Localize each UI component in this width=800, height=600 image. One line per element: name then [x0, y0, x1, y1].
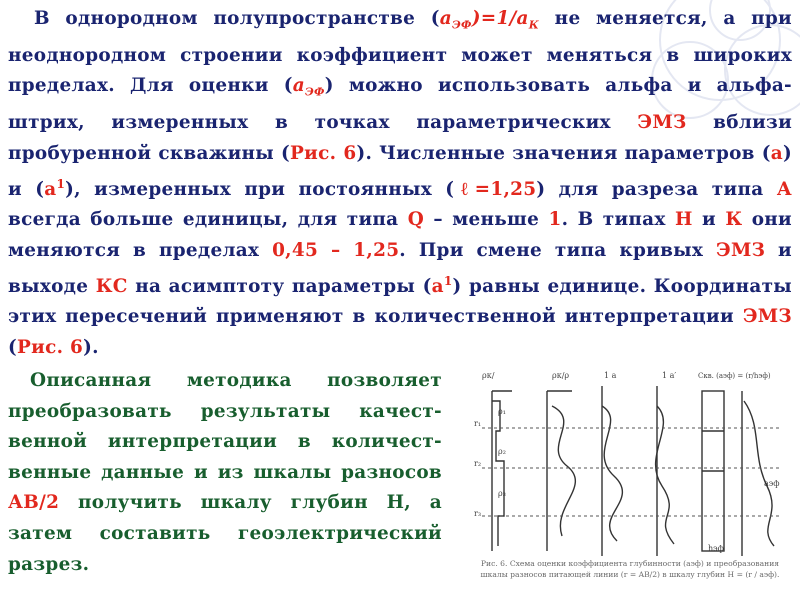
figure-caption: Рис. 6. Схема оценки коэффициента глубинности (aэф) и преобразования шкалы разносов питающей линии (r = AB/2) в шкалу глубин H = (r / aэф).	[480, 559, 780, 579]
fig-col1-label: ρк/	[482, 371, 495, 380]
type-q: Q	[407, 209, 425, 231]
figure-ref-2: Рис. 6	[17, 336, 84, 358]
fig-col3-label: 1 a	[604, 371, 617, 380]
range-term: 0,45 – 1,25	[272, 239, 400, 261]
type-h: Н	[675, 209, 693, 231]
fig-col5-label: Скв. (aэф) = (r/hэф)	[698, 372, 771, 380]
fig-col2-label: ρк/ρ	[552, 371, 570, 380]
ab2-term: АВ/2	[8, 492, 60, 514]
fig-r2: r₂	[474, 459, 482, 468]
emz-term-3: ЭМЗ	[742, 306, 792, 328]
fig-r1: r₁	[474, 419, 482, 428]
ks-term: КС	[95, 275, 128, 297]
alpha-prime-term-2: $a^1$	[431, 273, 453, 297]
a-eff-term: $a_{ЭФ}$	[439, 8, 472, 32]
main-paragraph: В однородном полупространстве $(a_{ЭФ})=1/a_К$ не меняется, а при неоднородном строении коэффициент может меняться в широких пределах. Для оценки $(a_{ЭФ})$ можно использовать альфа и альфа-штрих, измеренных в точках параметрических ЭМЗ вблизи пробуренной скважины (Рис. 6). Численные значения параметров (a) и $(a^1)$, измеренных при постоянных (ℓ=1,25) для разреза типа А всегда больше единицы, для типа Q – меньше 1. В типах Н и К они меняются в пределах 0,45 – 1,25. При смене типа кривых ЭМЗ и выходе КС на асимптоту параметры $(a^1)$ равны единице. Координаты этих пересечений применяют в количественной интерпретации ЭМЗ (Рис. 6).	[8, 8, 793, 358]
type-k: К	[725, 209, 743, 231]
alpha-term: a	[770, 142, 783, 164]
formula-term: )$=1/a_К$	[471, 8, 540, 32]
fig-r3: r₃	[474, 509, 482, 518]
emz-term-1: ЭМЗ	[637, 112, 687, 134]
method-paragraph: Описанная методика позволяет преобразовать результаты качест-венной интерпретации в количест-венные данные и из шкалы разносов АВ/2 получить шкалу глубин Н, а затем составить геоэлектрический разрез.	[8, 370, 442, 575]
emz-term-2: ЭМЗ	[716, 239, 766, 261]
fig-rho3: ρ₃	[498, 489, 506, 498]
fig-heff: hэф	[708, 544, 724, 553]
fig-rho2: ρ₂	[498, 447, 506, 456]
alpha-prime-term: $a^1$	[44, 176, 66, 200]
l-term: ℓ=1,25	[454, 178, 537, 200]
one-term: 1	[548, 209, 562, 231]
a-eff-term-2: $a_{ЭФ}$	[292, 75, 325, 99]
type-a: А	[776, 178, 792, 200]
fig-aeff: aэф	[764, 479, 780, 488]
fig-col4-label: 1 a′	[662, 371, 677, 380]
fig-rho1: ρ₁	[498, 407, 506, 416]
figure-ref-1: Рис. 6	[290, 142, 357, 164]
